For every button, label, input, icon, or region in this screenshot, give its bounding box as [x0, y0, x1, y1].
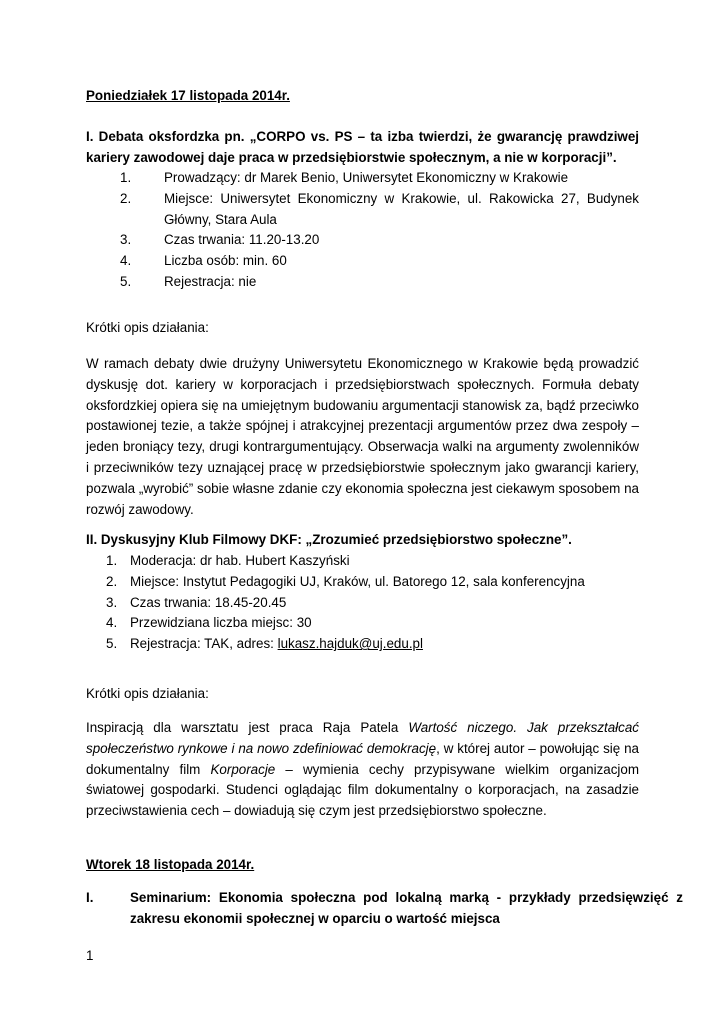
document-page — [86, 0, 683, 926]
seminar-title: I. Seminarium: Ekonomia społeczna pod lokalną marką - przykłady przedsięwzięć z zakresu ekonomii społecznej w oparciu o wartość miejsca — [86, 890, 683, 926]
page-number: 1 — [86, 948, 94, 963]
event2-details-list — [86, 551, 639, 655]
event1-desc-label: Krótki opis działania: — [86, 320, 209, 335]
list-item: 2. Miejsce: Instytut Pedagogiki UJ, Kraków, ul. Batorego 12, sala konferencyjna — [106, 573, 585, 589]
registration-email-link[interactable]: lukasz.hajduk@uj.edu.pl — [277, 636, 423, 652]
list-item: 5. Rejestracja: TAK, adres: lukasz.hajduk@uj.edu.pl — [106, 636, 423, 652]
list-item: 3. Czas trwania: 11.20-13.20 — [120, 232, 320, 248]
event2-title: II. Dyskusyjny Klub Filmowy DKF: „Zrozumieć przedsiębiorstwo społeczne”. — [86, 532, 572, 547]
event2-description: Inspiracją dla warsztatu jest praca Raja Patela Wartość niczego. Jak przekształcać społeczeństwo rynkowe i na nowo zdefiniować demokrację, w której autor – powołując się na dokumentalny film Korporacje – wymienia cechy przypisywane wielkim organizacjom światowej gospodarki. Studenci oglądając film dokumentalny o korporacjach, na zasadzie przeciwstawienia cech – dowiadują się czym jest przedsiębiorstwo społeczne. — [86, 720, 639, 819]
event1-description: W ramach debaty dwie drużyny Uniwersytetu Ekonomicznego w Krakowie będą prowadzić dyskusję dot. kariery w korporacjach i przedsiębiorstwach społecznych. Formuła debaty oksfordzkiej opiera się na umiejętnym budowaniu argumentacji stanowisk za, bądź przeciwko postawionej tezie, a także spójnej i atrakcyjnej prezentacji argumentów przez dwa zespoły – jeden broniący tezy, drugi kontrargumentujący. Obserwacja walki na argumenty zwolenników i przeciwników tezy uznającej pracę w przedsiębiorstwie społecznym jako gwarancji kariery, pozwala „wyrobić” sobie własne zdanie czy ekonomia społeczna jest ciekawym sposobem na rozwój zawodowy. — [86, 356, 639, 517]
film-title: Korporacje — [210, 761, 276, 777]
list-item: 1. Prowadzący: dr Marek Benio, Uniwersytet Ekonomiczny w Krakowie — [120, 170, 569, 185]
list-item: 3. Czas trwania: 18.45-20.45 — [106, 594, 287, 610]
event1-details-list — [86, 168, 639, 293]
book-title: Wartość niczego. Jak przekształcać społeczeństwo rynkowe i na nowo zdefiniować demokrację — [86, 720, 639, 756]
list-item: 4. Liczba osób: min. 60 — [120, 253, 287, 269]
list-item: 2. Miejsce: Uniwersytet Ekonomiczny w Krakowie, ul. Rakowicka 27, Budynek Główny, Stara Aula — [120, 190, 639, 227]
list-item: 1. Moderacja: dr hab. Hubert Kaszyński — [106, 553, 350, 568]
day2-heading: Wtorek 18 listopada 2014r. — [86, 857, 255, 872]
day1-heading: Poniedziałek 17 listopada 2014r. — [86, 88, 290, 103]
list-item: 4. Przewidziana liczba miejsc: 30 — [106, 615, 312, 631]
event1-title: I. Debata oksfordzka pn. „CORPO vs. PS – ta izba twierdzi, że gwarancję prawdziwej kariery zawodowej daje praca w przedsiębiorstwie społecznym, a nie w korporacji”. — [86, 129, 639, 165]
list-item: 5. Rejestracja: nie — [120, 273, 257, 289]
event2-desc-label: Krótki opis działania: — [86, 686, 209, 701]
